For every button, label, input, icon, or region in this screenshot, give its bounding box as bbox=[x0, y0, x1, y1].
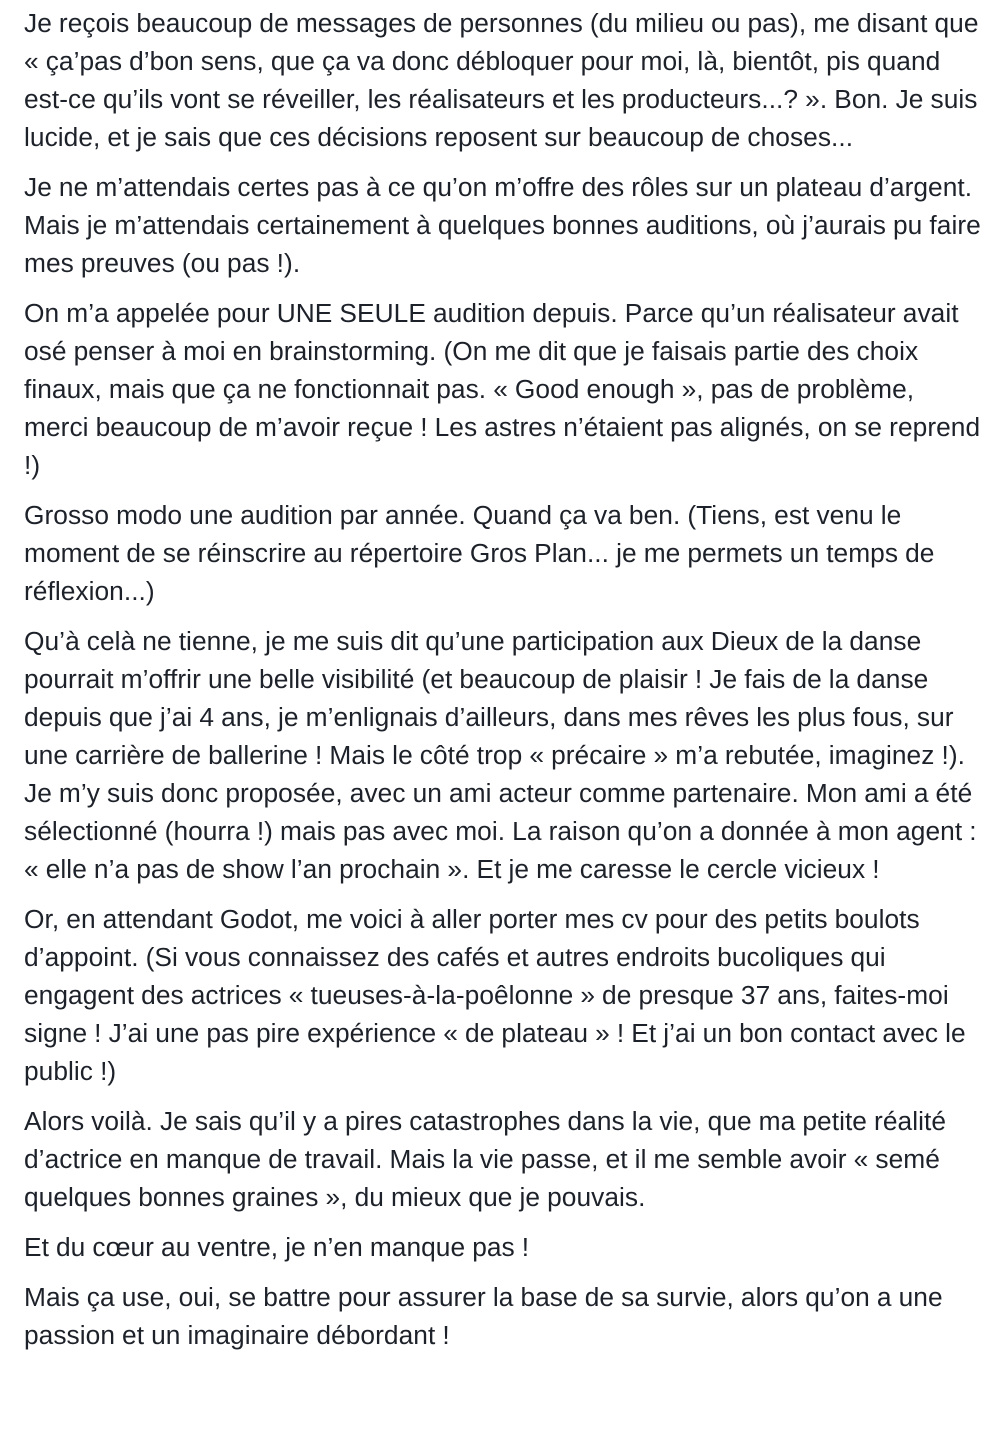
post-paragraph-4: Grosso modo une audition par année. Quand ça va ben. (Tiens, est venu le moment de se réinscrire au répertoire Gros Plan... je me permets un temps de réflexion...) bbox=[24, 500, 935, 606]
post-paragraph-5: Qu’à celà ne tienne, je me suis dit qu’une participation aux Dieux de la danse pourrait m’offrir une belle visibilité (et beaucoup de plaisir ! Je fais de la danse depuis que j’ai 4 ans, je m’enlignais d’ailleurs, dans mes rêves les plus fous, sur une carrière de ballerine ! Mais le côté trop « précaire » m’a rebutée, imaginez !). Je m’y suis donc proposée, avec un ami acteur comme partenaire. Mon ami a été sélectionné (hourra !) mais pas avec moi. La raison qu’on a donnée à mon agent : « elle n’a pas de show l’an prochain ». Et je me caresse le cercle vicieux ! bbox=[24, 626, 977, 884]
post-paragraph-6: Or, en attendant Godot, me voici à aller porter mes cv pour des petits boulots d’appoint. (Si vous connaissez des cafés et autres endroits bucoliques qui engagent des actrices « tueuses-à-la-poêlonne » de presque 37 ans, faites-moi signe ! J’ai une pas pire expérience « de plateau » ! Et j’ai un bon contact avec le public !) bbox=[24, 904, 966, 1086]
post-paragraph-1: Je reçois beaucoup de messages de personnes (du milieu ou pas), me disant que « ça’pas d’bon sens, que ça va donc débloquer pour moi, là, bientôt, pis quand est-ce qu’ils vont se réveiller, les réalisateurs et les producteurs...? ». Bon. Je suis lucide, et je sais que ces décisions reposent sur beaucoup de choses... bbox=[24, 8, 979, 152]
post-paragraph-8: Et du cœur au ventre, je n’en manque pas ! bbox=[24, 1232, 530, 1262]
post-paragraph-9: Mais ça use, oui, se battre pour assurer la base de sa survie, alors qu’on a une passion et un imaginaire débordant ! bbox=[24, 1282, 943, 1350]
post-paragraph-3: On m’a appelée pour UNE SEULE audition depuis. Parce qu’un réalisateur avait osé penser à moi en brainstorming. (On me dit que je faisais partie des choix finaux, mais que ça ne fonctionnait pas. « Good enough », pas de problème, merci beaucoup de m’avoir reçue ! Les astres n’étaient pas alignés, on se reprend !) bbox=[24, 298, 981, 480]
post-paragraph-2: Je ne m’attendais certes pas à ce qu’on m’offre des rôles sur un plateau d’argent. Mais je m’attendais certainement à quelques bonnes auditions, où j’aurais pu faire mes preuves (ou pas !). bbox=[24, 172, 981, 278]
post-paragraph-7: Alors voilà. Je sais qu’il y a pires catastrophes dans la vie, que ma petite réalité d’actrice en manque de travail. Mais la vie passe, et il me semble avoir « semé quelques bonnes graines », du mieux que je pouvais. bbox=[24, 1106, 947, 1212]
